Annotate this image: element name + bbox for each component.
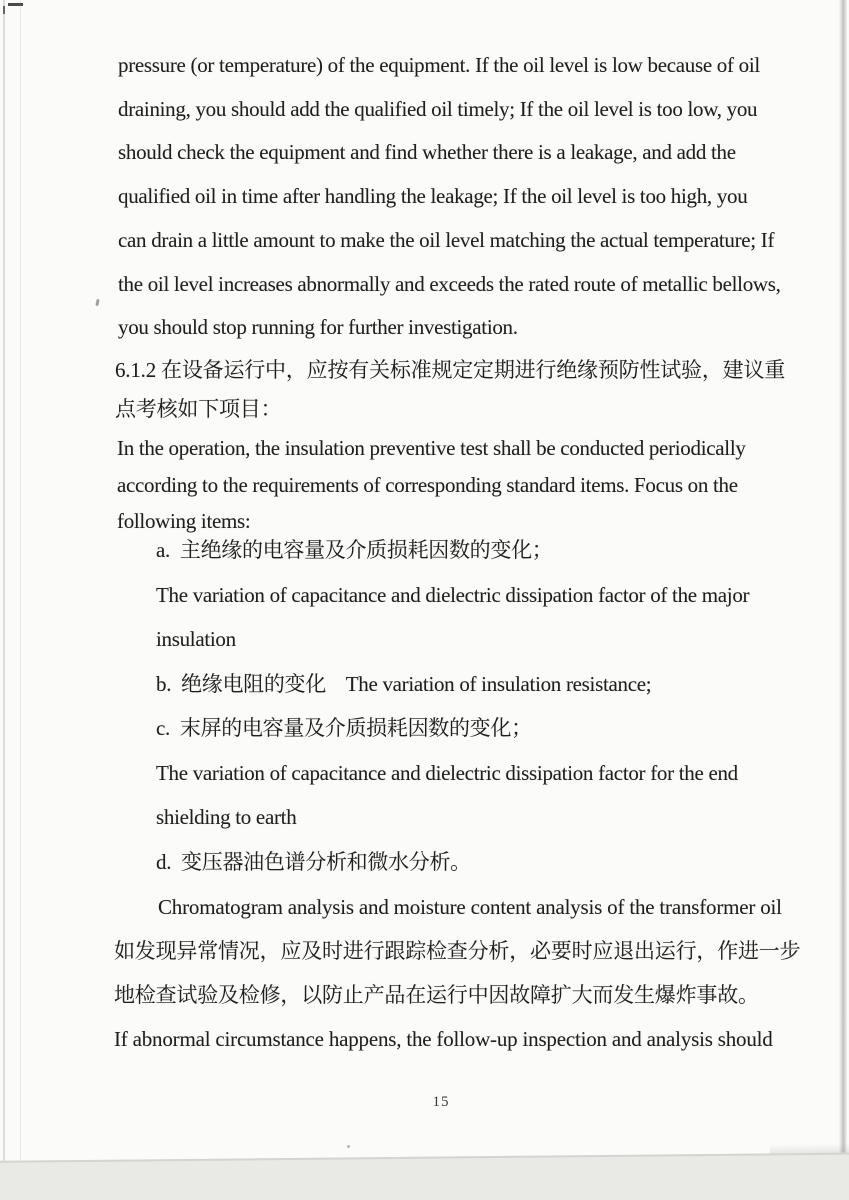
scan-speck xyxy=(95,299,99,306)
text-line: The variation of capacitance and dielectric dissipation factor for the end xyxy=(156,760,738,785)
text-line: Chromatogram analysis and moisture content analysis of the transformer oil xyxy=(158,895,782,919)
text-line: 6.1.2 在设备运行中，应按有关标准规定定期进行绝缘预防性试验，建议重 xyxy=(115,358,786,382)
text-line: a. 主绝缘的电容量及介质损耗因数的变化； xyxy=(156,538,553,562)
left-scan-edge-line-faint xyxy=(20,0,21,1165)
text-line: qualified oil in time after handling the leakage; If the oil level is too high, you xyxy=(118,184,748,209)
text-line: 如发现异常情况，应及时进行跟踪检查分析，必要时应退出运行，作进一步 xyxy=(114,939,801,963)
text-line: In the operation, the insulation preventive test shall be conducted periodically xyxy=(117,436,746,460)
text-line: can drain a little amount to make the oil level matching the actual temperature; If xyxy=(118,227,775,252)
section-6-1-2-heading-chinese xyxy=(115,351,785,429)
right-scan-shadow xyxy=(839,0,847,1158)
scan-speck xyxy=(347,1145,350,1148)
left-scan-edge-line xyxy=(3,0,5,1200)
text-line: insulation xyxy=(156,627,236,651)
text-line: 地检查试验及检修，以防止产品在运行中因故障扩大而发生爆炸事故。 xyxy=(114,983,759,1007)
text-line: pressure (or temperature) of the equipment. If the oil level is low because of oil xyxy=(118,53,760,77)
text-line: c. 末屏的电容量及介质损耗因数的变化； xyxy=(156,716,532,740)
text-line: draining, you should add the qualified oil timely; If the oil level is too low, you xyxy=(118,96,758,121)
text-line: the oil level increases abnormally and exceeds the rated route of metallic bellows, xyxy=(118,271,781,296)
text-line: The variation of capacitance and dielectric dissipation factor of the major xyxy=(156,582,750,607)
insulation-test-items-list xyxy=(156,528,749,884)
text-line: following items: xyxy=(117,509,251,534)
page-number: 15 xyxy=(432,1094,450,1110)
text-line: b. 绝缘电阻的变化 The variation of insulation resistance; xyxy=(156,671,652,696)
text-line: 点考核如下项目： xyxy=(115,397,282,421)
text-line: should check the equipment and find whether there is a leakage, and add the xyxy=(118,140,736,165)
text-line: If abnormal circumstance happens, the follow-up inspection and analysis should xyxy=(114,1027,773,1051)
section-6-1-2-text-english xyxy=(117,430,746,540)
text-line: shielding to earth xyxy=(156,805,297,829)
paragraph-abnormal-circumstance xyxy=(114,885,800,1061)
text-line: d. 变压器油色谱分析和微水分析。 xyxy=(156,849,471,874)
paragraph-oil-level-instructions xyxy=(118,44,781,350)
page-bottom-edge xyxy=(0,1152,849,1200)
text-line: according to the requirements of corresponding standard items. Focus on the xyxy=(117,472,738,497)
text-line: you should stop running for further investigation. xyxy=(118,315,518,340)
